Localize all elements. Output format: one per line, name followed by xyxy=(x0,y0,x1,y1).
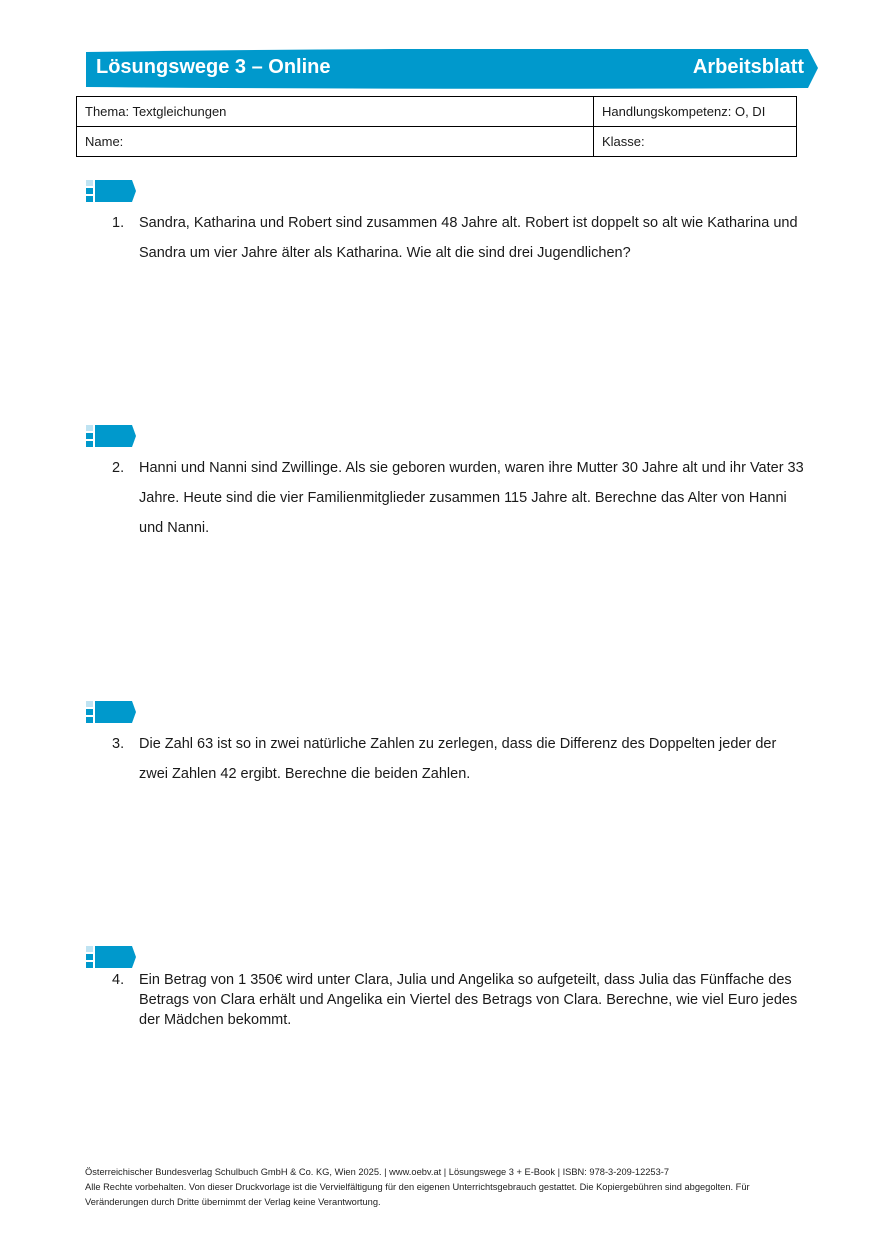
footer-rights-line: Alle Rechte vorbehalten. Von dieser Druckvorlage ist die Vervielfältigung für den eigenen Unterrichtsgebrauch gestattet. Die Kopiergebühren sind abgegolten. Für Veränderungen durch Dritte übernimmt der Verlag keine Verantwortung. xyxy=(85,1182,750,1207)
task-marker-icon xyxy=(86,701,138,723)
worksheet-type: Arbeitsblatt xyxy=(692,56,804,78)
task-text: Sandra, Katharina und Robert sind zusammen 48 Jahre alt. Robert ist doppelt so alt wie Katharina und Sandra um vier Jahre älter als Katharina. Wie alt die sind drei Jugendlichen? xyxy=(139,215,798,261)
task-number: 4. xyxy=(112,972,125,988)
task-marker-icon xyxy=(86,180,138,202)
worksheet-title: Lösungswege 3 – Online xyxy=(96,56,331,78)
footer xyxy=(85,1165,805,1210)
task-text: Ein Betrag von 1 350€ wird unter Clara, Julia und Angelika so aufgeteilt, dass Julia das Fünffache des Betrags von Clara erhält und Angelika ein Viertel des Betrags von Clara. Berechne, wie viel Euro jedes der Mädchen bekommt. xyxy=(139,972,798,1028)
header-banner xyxy=(86,49,818,89)
task-marker-icon xyxy=(86,946,138,968)
task-text: Hanni und Nanni sind Zwillinge. Als sie geboren wurden, waren ihre Mutter 30 Jahre alt und ihr Vater 33 Jahre. Heute sind die vier Familienmitglieder zusammen 115 Jahre alt. Berechne das Alter von Hanni und Nanni. xyxy=(139,460,804,536)
task-number: 1. xyxy=(112,215,125,231)
class-field[interactable]: Klasse: xyxy=(594,127,797,157)
task-marker-icon xyxy=(86,425,138,447)
task-number: 2. xyxy=(112,460,125,476)
name-field[interactable]: Name: xyxy=(77,127,594,157)
topic-cell: Thema: Textgleichungen xyxy=(77,97,594,127)
competence-cell: Handlungskompetenz: O, DI xyxy=(594,97,797,127)
info-table xyxy=(76,96,797,157)
footer-publisher-line: Österreichischer Bundesverlag Schulbuch GmbH & Co. KG, Wien 2025. | www.oebv.at | Lösungswege 3 + E-Book | ISBN: 978-3-209-12253-7 xyxy=(85,1167,670,1177)
task-number: 3. xyxy=(112,736,125,752)
task-text: Die Zahl 63 ist so in zwei natürliche Zahlen zu zerlegen, dass die Differenz des Doppelten jeder der zwei Zahlen 42 ergibt. Berechne die beiden Zahlen. xyxy=(139,736,777,782)
